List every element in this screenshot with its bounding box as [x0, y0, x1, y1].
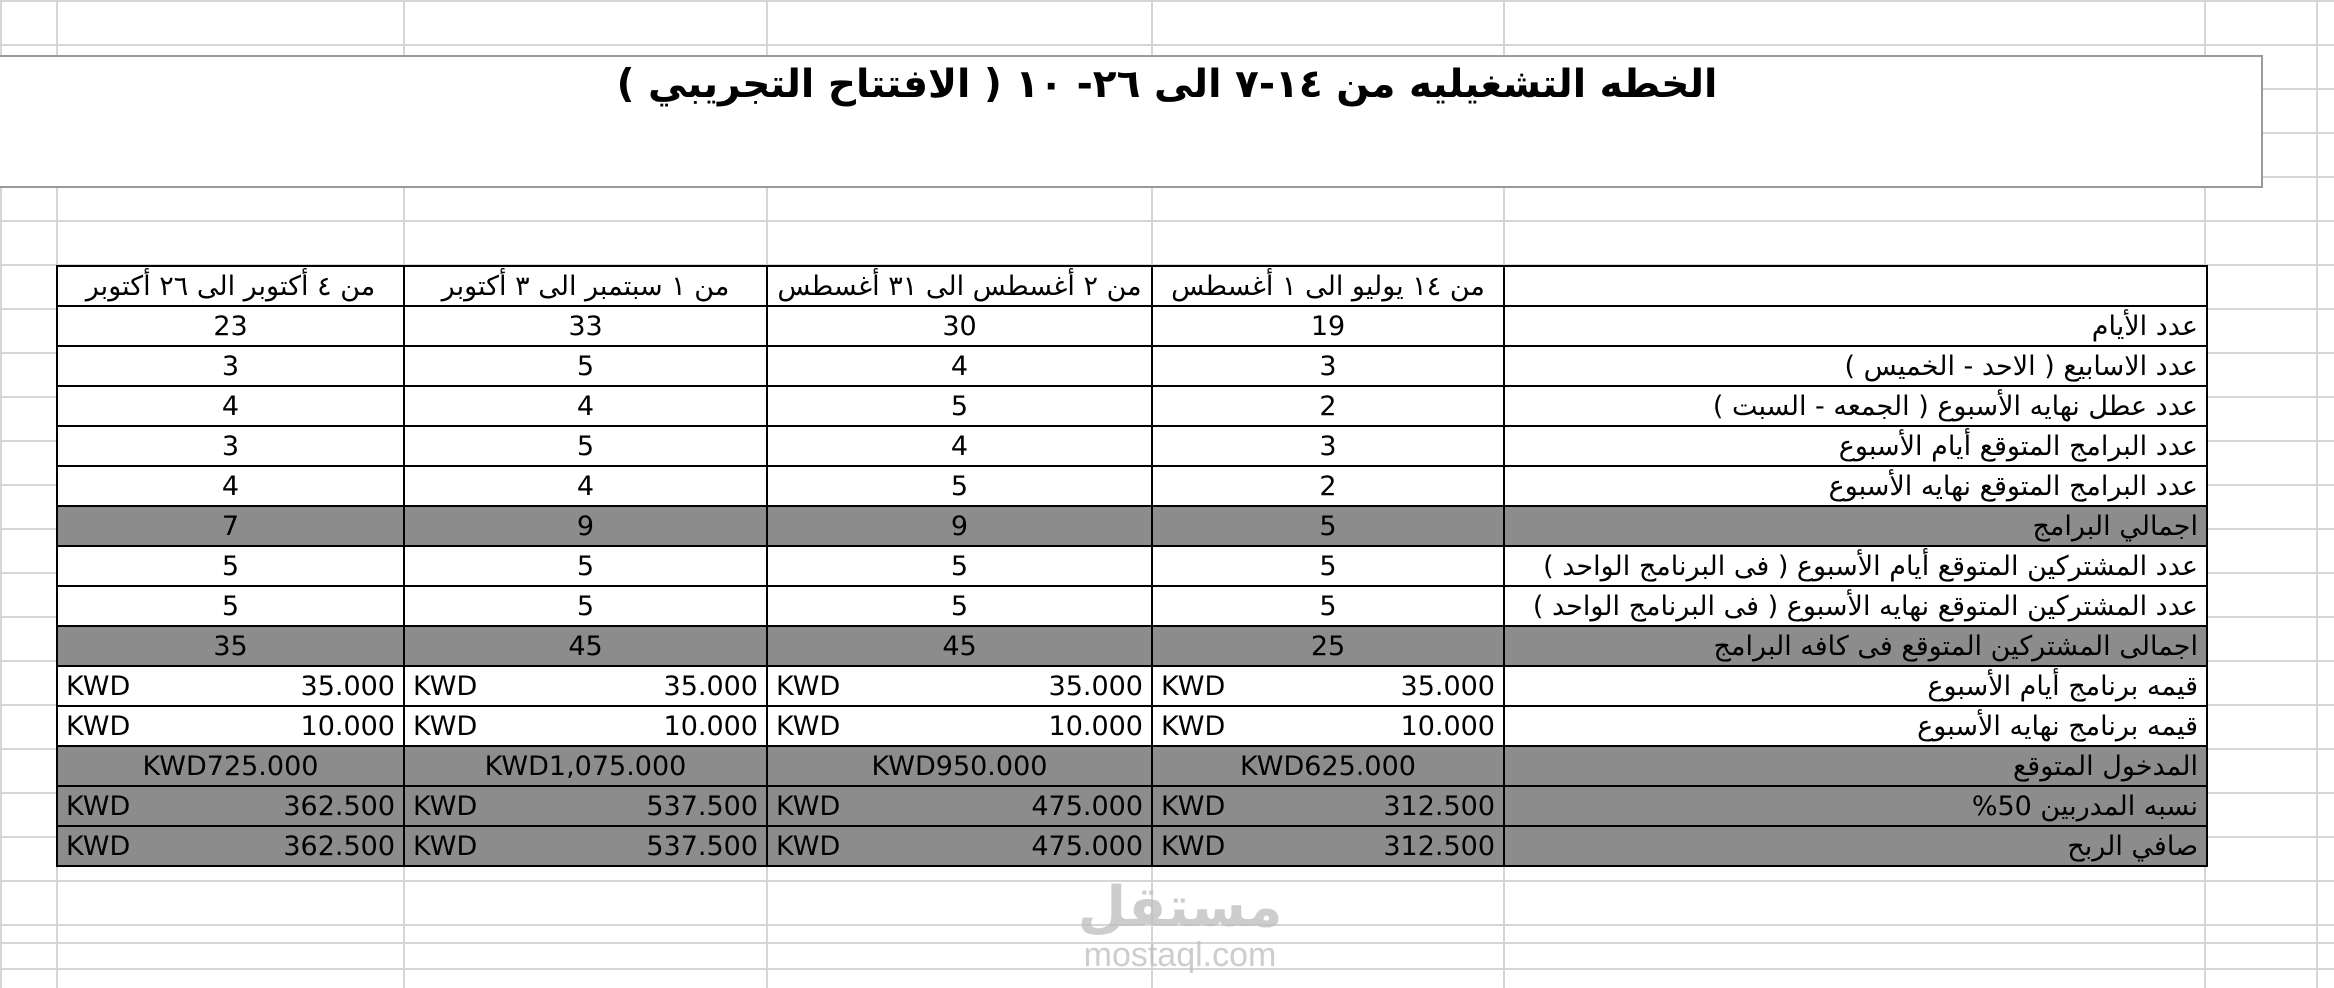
value-cell[interactable]: 4 — [767, 346, 1152, 386]
value-cell[interactable]: 5 — [767, 386, 1152, 426]
value-cell[interactable]: 19 — [1152, 306, 1504, 346]
table-row — [57, 346, 2207, 386]
value-cell[interactable]: 30 — [767, 306, 1152, 346]
currency-code: KWD — [413, 830, 478, 862]
value-cell[interactable]: 4 — [57, 466, 404, 506]
currency-code: KWD — [1161, 790, 1226, 822]
cell-value: 10.000 — [1400, 710, 1495, 742]
value-cell[interactable]: KWD950.000 — [767, 746, 1152, 786]
currency-code: KWD — [413, 670, 478, 702]
sheet-title: الخطه التشغيليه من ١٤-٧ الى ٢٦- ١٠ ( الافتتاح التجريبي ) — [616, 62, 1718, 107]
table-row — [57, 826, 2207, 866]
table-row — [57, 746, 2207, 786]
row-label[interactable]: اجمالى المشتركين المتوقع فى كافه البرامج — [1504, 626, 2207, 666]
currency-code: KWD — [66, 670, 131, 702]
table-row — [57, 786, 2207, 826]
value-cell[interactable]: 9 — [404, 506, 767, 546]
value-cell[interactable]: 5 — [767, 546, 1152, 586]
value-cell[interactable]: 45 — [767, 626, 1152, 666]
table-row — [57, 666, 2207, 706]
currency-code: KWD — [776, 710, 841, 742]
value-cell[interactable]: 5 — [404, 426, 767, 466]
grid-row-line — [0, 220, 2334, 222]
table-row — [57, 386, 2207, 426]
value-cell[interactable]: 5 — [767, 586, 1152, 626]
value-cell[interactable]: 45 — [404, 626, 767, 666]
value-cell[interactable]: KWD725.000 — [57, 746, 404, 786]
table-row — [57, 506, 2207, 546]
cell-value: 537.500 — [646, 790, 758, 822]
cell-value: 312.500 — [1383, 830, 1495, 862]
value-cell[interactable]: 35 — [57, 626, 404, 666]
value-cell[interactable]: 4 — [57, 386, 404, 426]
cell-value: 362.500 — [283, 830, 395, 862]
watermark-url: mostaql.com — [1083, 936, 1277, 974]
currency-code: KWD — [1161, 830, 1226, 862]
value-cell[interactable]: 5 — [404, 546, 767, 586]
row-label[interactable]: عدد المشتركين المتوقع أيام الأسبوع ( فى البرنامج الواحد ) — [1504, 546, 2207, 586]
value-cell[interactable]: 5 — [404, 586, 767, 626]
value-cell[interactable] — [57, 706, 404, 746]
value-cell[interactable] — [767, 706, 1152, 746]
value-cell[interactable] — [767, 826, 1152, 866]
value-cell[interactable] — [404, 826, 767, 866]
row-label[interactable]: عدد البرامج المتوقع أيام الأسبوع — [1504, 426, 2207, 466]
table-row — [57, 426, 2207, 466]
value-cell[interactable]: 3 — [1152, 346, 1504, 386]
value-cell[interactable]: 3 — [57, 346, 404, 386]
value-cell[interactable]: 4 — [767, 426, 1152, 466]
value-cell[interactable] — [57, 786, 404, 826]
row-label[interactable]: عدد البرامج المتوقع نهايه الأسبوع — [1504, 466, 2207, 506]
row-label[interactable]: عدد المشتركين المتوقع نهايه الأسبوع ( فى البرنامج الواحد ) — [1504, 586, 2207, 626]
cell-value: 10.000 — [663, 710, 758, 742]
row-label[interactable]: قيمه برنامج نهايه الأسبوع — [1504, 706, 2207, 746]
operational-plan-table — [56, 265, 2208, 867]
row-label[interactable]: قيمه برنامج أيام الأسبوع — [1504, 666, 2207, 706]
value-cell[interactable]: 3 — [57, 426, 404, 466]
watermark-logo: مستقل — [1077, 875, 1283, 940]
mostaql-watermark — [1030, 875, 1330, 974]
value-cell[interactable]: 5 — [404, 346, 767, 386]
value-cell[interactable]: 5 — [1152, 586, 1504, 626]
value-cell[interactable] — [57, 826, 404, 866]
grid-col-line — [2316, 0, 2318, 988]
value-cell[interactable]: 4 — [404, 466, 767, 506]
table-row — [57, 706, 2207, 746]
header-label-cell[interactable] — [1504, 266, 2207, 306]
row-label[interactable]: نسبه المدربين 50% — [1504, 786, 2207, 826]
table-row — [57, 546, 2207, 586]
row-label[interactable]: عدد الأيام — [1504, 306, 2207, 346]
table-row — [57, 466, 2207, 506]
header-period-2[interactable]: من ٢ أغسطس الى ٣١ أغسطس — [767, 266, 1152, 306]
value-cell[interactable]: 2 — [1152, 386, 1504, 426]
row-label[interactable]: المدخول المتوقع — [1504, 746, 2207, 786]
grid-row-line — [0, 0, 2334, 2]
header-period-3[interactable]: من ١ سبتمبر الى ٣ أكتوبر — [404, 266, 767, 306]
currency-code: KWD — [66, 790, 131, 822]
row-label[interactable]: عدد الاسابيع ( الاحد - الخميس ) — [1504, 346, 2207, 386]
value-cell[interactable] — [1152, 826, 1504, 866]
cell-value: 537.500 — [646, 830, 758, 862]
currency-code: KWD — [66, 710, 131, 742]
value-cell[interactable]: 9 — [767, 506, 1152, 546]
row-label[interactable]: اجمالي البرامج — [1504, 506, 2207, 546]
value-cell[interactable] — [404, 666, 767, 706]
cell-value: 35.000 — [300, 670, 395, 702]
value-cell[interactable] — [1152, 786, 1504, 826]
value-cell[interactable] — [767, 666, 1152, 706]
value-cell[interactable] — [57, 666, 404, 706]
value-cell[interactable]: 5 — [57, 546, 404, 586]
table-row — [57, 626, 2207, 666]
cell-value: 475.000 — [1031, 790, 1143, 822]
value-cell[interactable]: 5 — [1152, 506, 1504, 546]
value-cell[interactable]: 3 — [1152, 426, 1504, 466]
row-label[interactable]: عدد عطل نهايه الأسبوع ( الجمعه - السبت ) — [1504, 386, 2207, 426]
cell-value: 10.000 — [1048, 710, 1143, 742]
value-cell[interactable]: 23 — [57, 306, 404, 346]
currency-code: KWD — [1161, 670, 1226, 702]
currency-code: KWD — [413, 710, 478, 742]
cell-value: 312.500 — [1383, 790, 1495, 822]
value-cell[interactable] — [767, 786, 1152, 826]
value-cell[interactable]: KWD1,075.000 — [404, 746, 767, 786]
cell-value: 475.000 — [1031, 830, 1143, 862]
value-cell[interactable]: 4 — [404, 386, 767, 426]
table-row — [57, 586, 2207, 626]
value-cell[interactable]: 7 — [57, 506, 404, 546]
cell-value: 35.000 — [1400, 670, 1495, 702]
value-cell[interactable] — [1152, 666, 1504, 706]
table-row — [57, 306, 2207, 346]
value-cell[interactable]: 5 — [57, 586, 404, 626]
cell-value: 362.500 — [283, 790, 395, 822]
cell-value: 35.000 — [1048, 670, 1143, 702]
currency-code: KWD — [776, 790, 841, 822]
value-cell[interactable] — [1152, 706, 1504, 746]
value-cell[interactable]: 5 — [767, 466, 1152, 506]
header-period-1[interactable]: من ١٤ يوليو الى ١ أغسطس — [1152, 266, 1504, 306]
value-cell[interactable]: KWD625.000 — [1152, 746, 1504, 786]
currency-code: KWD — [1161, 710, 1226, 742]
cell-value: 10.000 — [300, 710, 395, 742]
value-cell[interactable]: 2 — [1152, 466, 1504, 506]
currency-code: KWD — [776, 830, 841, 862]
value-cell[interactable]: 33 — [404, 306, 767, 346]
header-period-4[interactable]: من ٤ أكتوبر الى ٢٦ أكتوبر — [57, 266, 404, 306]
value-cell[interactable]: 5 — [1152, 546, 1504, 586]
value-cell[interactable] — [404, 786, 767, 826]
currency-code: KWD — [66, 830, 131, 862]
value-cell[interactable] — [404, 706, 767, 746]
currency-code: KWD — [413, 790, 478, 822]
value-cell[interactable]: 25 — [1152, 626, 1504, 666]
header-row — [57, 266, 2207, 306]
row-label[interactable]: صافي الربح — [1504, 826, 2207, 866]
cell-value: 35.000 — [663, 670, 758, 702]
currency-code: KWD — [776, 670, 841, 702]
